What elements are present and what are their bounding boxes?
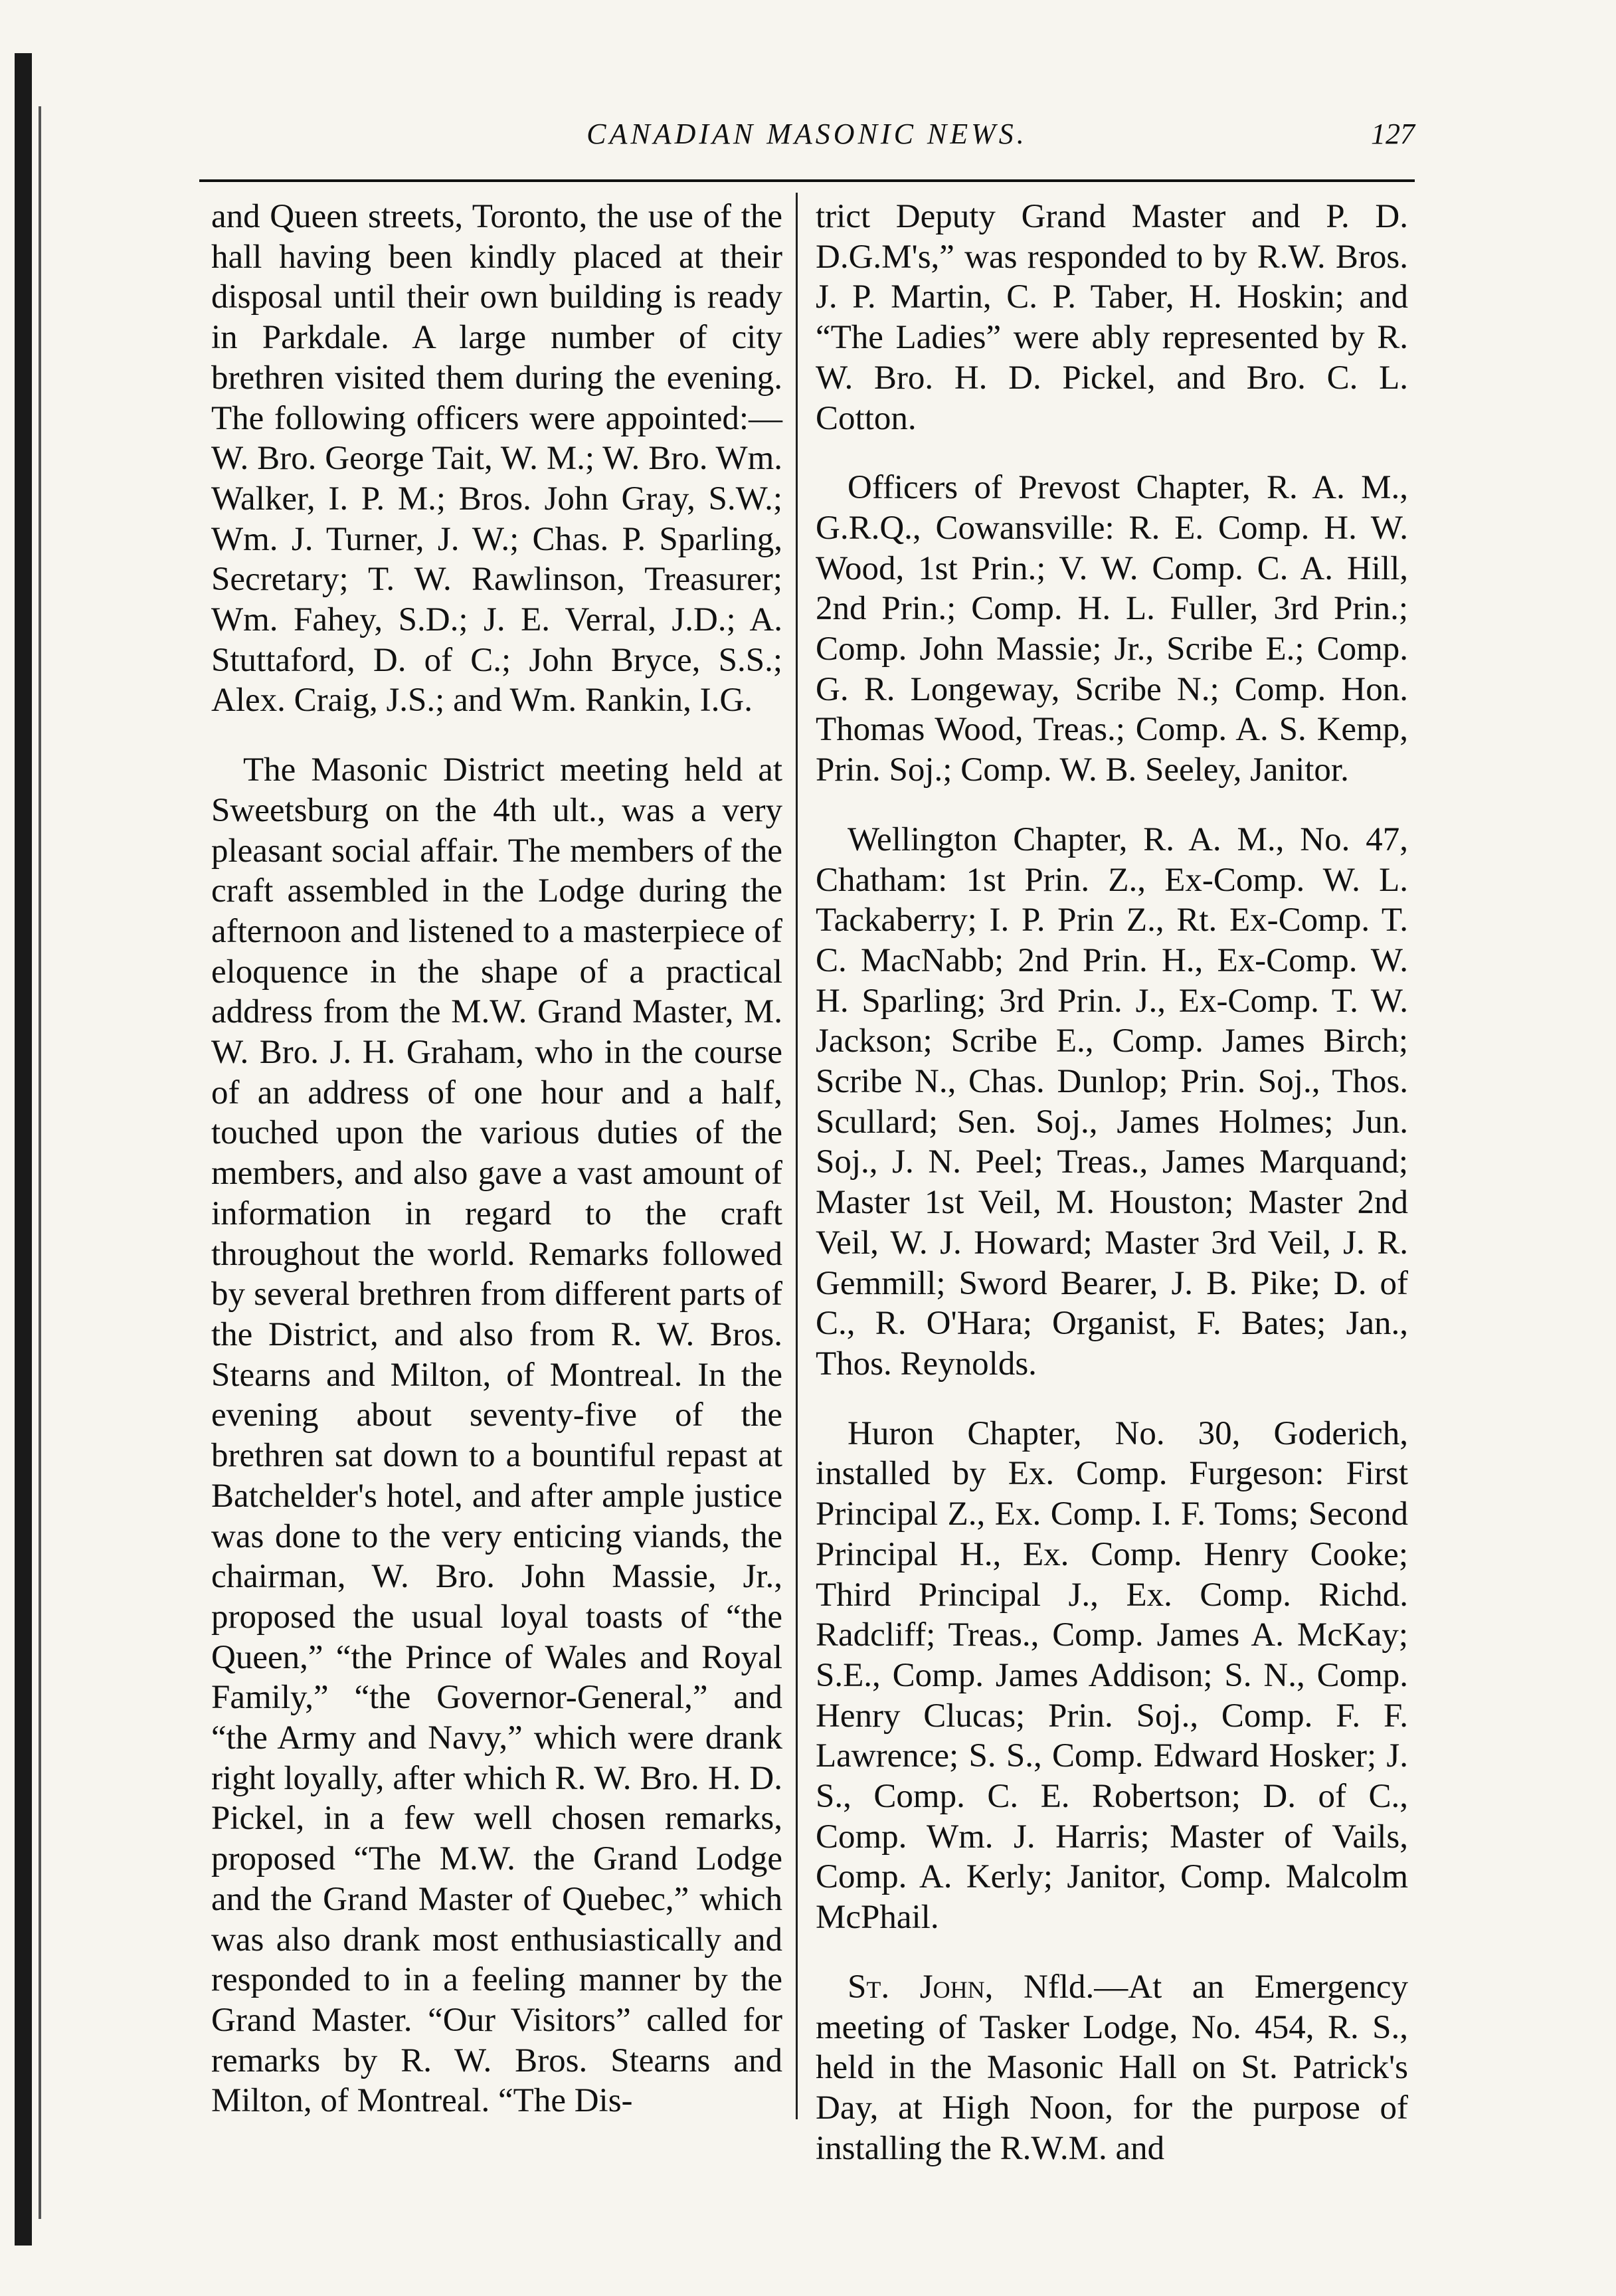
gutter-line: [39, 106, 41, 2219]
right-column: [816, 197, 1408, 2168]
left-column: [211, 197, 782, 2121]
paragraph-continuation: trict Deputy Grand Master and P. D. D.G.M's,” was responded to by R.W. Bros. J. P. Martin, C. P. Taber, H. Hoskin; and “The Ladies” were ably represented by R. W. Bro. H. D. Pickel, and Bro. C. L. Cotton.: [816, 198, 1408, 437]
st-john-lead: St. John: [848, 1968, 985, 2006]
paragraph-prevost-chapter: Officers of Prevost Chapter, R. A. M., G.R.Q., Cowansville: R. E. Comp. H. W. Wood, 1st Prin.; V. W. Comp. C. A. Hill, 2nd Prin.; Comp. H. L. Fuller, 3rd Prin.; Comp. John Massie; Jr., Scribe E.; Comp. G. R. Longeway, Scribe N.; Comp. Hon. Thomas Wood, Treas.; Comp. A. S. Kemp, Prin. Soj.; Comp. W. B. Seeley, Janitor.: [816, 469, 1408, 789]
paragraph-huron-chapter: Huron Chapter, No. 30, Goderich, installed by Ex. Comp. Furgeson: First Principal Z., Ex. Comp. I. F. Toms; Second Principal H., Ex. Comp. Henry Cooke; Third Principal J., Ex. Comp. Richd. Radcliff; Treas., Comp. James A. McKay; S.E., Comp. James Addison; S. N., Comp. Henry Clucas; Prin. Soj., Comp. F. F. Lawrence; S. S., Comp. Edward Hosker; J. S., Comp. C. E. Robertson; D. of C., Comp. Wm. J. Harris; Master of Vails, Comp. A. Kerly; Janitor, Comp. Malcolm McPhail.: [816, 1414, 1408, 1937]
book-spine-shadow: [15, 53, 32, 2246]
paragraph-toronto-lodge: and Queen streets, Toronto, the use of the hall having been kindly placed at their disposal until their own building is ready in Parkdale. A large number of city brethren visited them during the evening. The following officers were appointed:—W. Bro. George Tait, W. M.; W. Bro. Wm. Walker, I. P. M.; Bros. John Gray, S.W.; Wm. J. Turner, J. W.; Chas. P. Sparling, Secretary; T. W. Rawlinson, Treasurer; Wm. Fahey, S.D.; J. E. Verral, J.D.; A. Stuttaford, D. of C.; John Bryce, S.S.; Alex. Craig, J.S.; and Wm. Rankin, I.G.: [211, 198, 782, 719]
header-rule: [199, 179, 1415, 182]
column-divider: [796, 193, 798, 2119]
paragraph-district-meeting: The Masonic District meeting held at Sweetsburg on the 4th ult., was a very pleasant social affair. The members of the craft assembled in the Lodge during the afternoon and listened to a masterpiece of eloquence in the shape of a practical address from the M.W. Grand Master, M. W. Bro. J. H. Graham, who in the course of an address of one hour and a half, touched upon the various duties of the members, and also gave a vast amount of information in regard to the craft throughout the world. Remarks followed by several brethren from different parts of the District, and also from R. W. Bros. Stearns and Milton, of Montreal. In the evening about seventy-five of the brethren sat down to a bountiful repast at Batchelder's hotel, and after ample justice was done to the very enticing viands, the chairman, W. Bro. John Massie, Jr., proposed the usual loyal toasts of “the Queen,” “the Prince of Wales and Royal Family,” “the Governor-General,” and “the Army and Navy,” which were drank right loyally, after which R. W. Bro. H. D. Pickel, in a few well chosen remarks, proposed “The M.W. the Grand Lodge and the Grand Master of Quebec,” which was also drank most enthusiastically and responded to in a feeling manner by the Grand Master. “Our Visitors” called for remarks by R. W. Bros. Stearns and Milton, of Montreal. “The Dis-: [211, 751, 782, 2120]
page-number: 127: [1371, 118, 1415, 150]
paragraph-wellington-chapter: Wellington Chapter, R. A. M., No. 47, Chatham: 1st Prin. Z., Ex-Comp. W. L. Tackaberry; I. P. Prin Z., Rt. Ex-Comp. T. C. MacNabb; 2nd Prin. H., Ex-Comp. W. H. Sparling; 3rd Prin. J., Ex-Comp. T. W. Jackson; Scribe E., Comp. James Birch; Scribe N., Chas. Dunlop; Prin. Soj., Thos. Scullard; Sen. Soj., James Holmes; Jun. Soj., J. N. Peel; Treas., James Marquand; Master 1st Veil, M. Houston; Master 2nd Veil, W. J. Howard; Master 3rd Veil, J. R. Gemmill; Sword Bearer, J. B. Pike; D. of C., R. O'Hara; Organist, F. Bates; Jan., Thos. Reynolds.: [816, 820, 1408, 1383]
page-header: [199, 113, 1415, 159]
st-john-text: , Nfld.—At an Emergency meeting of Tasker Lodge, No. 454, R. S., held in the Masonic Hall on St. Patrick's Day, at High Noon, for the purpose of installing the R.W.M. and: [816, 1968, 1408, 2167]
running-title: CANADIAN MASONIC NEWS.: [586, 118, 1028, 150]
paragraph-st-john: [816, 1967, 1408, 2169]
